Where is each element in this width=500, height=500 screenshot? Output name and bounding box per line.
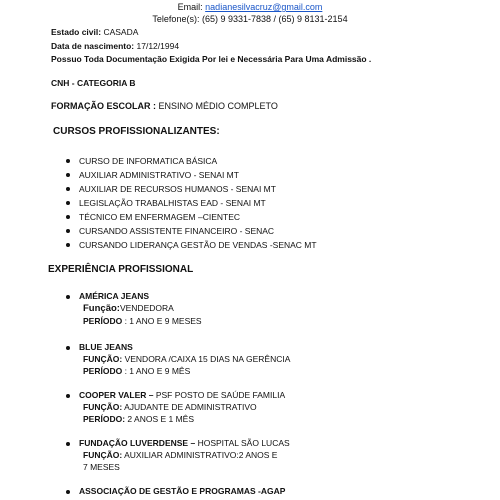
role-value: VENDEDORA [119, 303, 174, 313]
job-period [66, 365, 290, 377]
job-period [66, 413, 285, 425]
job-entry [66, 485, 285, 497]
course-item: AUXILIAR ADMINISTRATIVO - SENAI MT [66, 168, 317, 182]
job-company-line [66, 437, 290, 449]
job-company: AMÉRICA JEANS [79, 291, 150, 301]
job-period [66, 315, 202, 327]
job-company: FUNDAÇÃO LUVERDENSE – [79, 438, 196, 448]
role-label: Função: [83, 303, 120, 314]
job-company-line [66, 389, 285, 401]
job-role [66, 353, 290, 365]
civil-status [51, 27, 138, 38]
job-entry [66, 389, 285, 425]
courses-title: CURSOS PROFISSIONALIZANTES: [53, 126, 220, 137]
email-link[interactable]: nadianesilvacruz@gmail.com [205, 2, 323, 12]
phone-label: Telefone(s): [152, 14, 200, 24]
job-company-extra: PSF POSTO DE SAÚDE FAMILIA [155, 390, 286, 400]
job-company-extra: HOSPITAL SÃO LUCAS [197, 438, 290, 448]
job-role-continued: 7 MESES [83, 462, 120, 472]
job-entry [66, 290, 202, 327]
course-item: CURSANDO ASSISTENTE FINANCEIRO - SENAC [66, 224, 317, 238]
civil-label: Estado civil: [51, 27, 102, 37]
period-value: : 1 ANO E 9 MESES [124, 316, 202, 326]
job-entry [66, 437, 290, 473]
role-value: AJUDANTE DE ADMINISTRATIVO [124, 402, 257, 412]
role-value: AUXILIAR ADMINISTRATIVO:2 ANOS E [124, 450, 278, 460]
course-item: CURSANDO LIDERANÇA GESTÃO DE VENDAS -SENAC MT [66, 238, 317, 252]
course-item: LEGISLAÇÃO TRABALHISTAS EAD - SENAI MT [66, 196, 317, 210]
courses-list [66, 154, 317, 252]
role-label: FUNÇÃO: [83, 450, 123, 460]
period-value: 2 ANOS E 1 MÊS [127, 414, 195, 424]
period-label: PERÍODO [83, 366, 123, 376]
education-line [51, 101, 278, 112]
civil-value: CASADA [103, 27, 139, 37]
phone-line [0, 14, 500, 25]
role-label: FUNÇÃO: [83, 354, 123, 364]
job-role [66, 302, 202, 315]
job-entry [66, 341, 290, 377]
period-label: PERÍODO [83, 316, 123, 326]
course-item: TÉCNICO EM ENFERMAGEM –CIENTEC [66, 210, 317, 224]
period-label: PERÍODO: [83, 414, 126, 424]
course-item: AUXILIAR DE RECURSOS HUMANOS - SENAI MT [66, 182, 317, 196]
education-value: ENSINO MÉDIO COMPLETO [158, 101, 278, 111]
education-label: FORMAÇÃO ESCOLAR : [51, 101, 156, 111]
cnh-line: CNH - CATEGORIA B [51, 78, 136, 88]
email-label: Email: [177, 2, 203, 12]
job-company: ASSOCIAÇÃO DE GESTÃO E PROGRAMAS -AGAP [79, 486, 286, 496]
job-role [66, 401, 285, 413]
phone-numbers: (65) 9 9331-7838 / (65) 9 8131-2154 [201, 14, 348, 24]
course-item: CURSO DE INFORMATICA BÁSICA [66, 154, 317, 168]
experience-title: EXPERIÊNCIA PROFISSIONAL [48, 264, 194, 275]
birth-value: 17/12/1994 [136, 41, 180, 51]
role-label: FUNÇÃO: [83, 402, 123, 412]
job-role [66, 449, 290, 461]
documentation-note: Possuo Toda Documentação Exigida Por lei e Necessária Para Uma Admissão . [51, 54, 372, 64]
email-line [0, 2, 500, 13]
job-company: COOPER VALER – [79, 390, 154, 400]
job-company: BLUE JEANS [79, 342, 133, 352]
birth-label: Data de nascimento: [51, 41, 135, 51]
role-value: VENDORA /CAIXA 15 DIAS NA GERÊNCIA [124, 354, 291, 364]
birth-date [51, 41, 179, 52]
period-value: : 1 ANO E 9 MÊS [124, 366, 191, 376]
